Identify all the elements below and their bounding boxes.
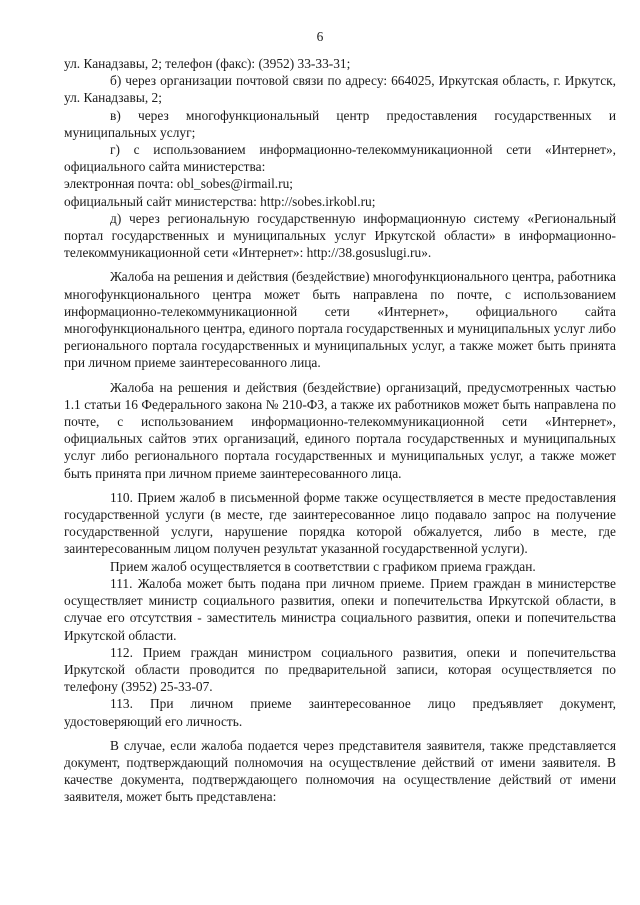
paragraph-schedule: Прием жалоб осуществляется в соответствии с графиком приема граждан. bbox=[110, 558, 536, 574]
paragraph-item-b-post: б) через организации почтовой связи по адресу: 664025, Иркутская область, г. Иркутск, ул. Канадзавы, 2; bbox=[64, 73, 616, 106]
page-number: 6 bbox=[316, 29, 324, 44]
paragraph-item-d-portal: д) через региональную государственную информационную систему «Региональный портал государственных и муниципальных услуг Иркутской области» в информационно-телекоммуникационной сети «Интернет»: http://38.gosuslugi.ru». bbox=[64, 210, 616, 261]
paragraph-item-v-mfc: в) через многофункциональный центр предоставления государственных и муниципальных услуг; bbox=[64, 107, 616, 140]
paragraph-complaint-mfc: Жалоба на решения и действия (бездействие) многофункционального центра, работника многофункционального центра может быть направлена по почте, с использованием информационно-телекоммуникационной сети «Интернет», официального сайта многофункционального центра, единого портала государственных и муниципальных услуг либо регионального портала государственных и муниципальных услуг, а также может быть принята при личном приеме заинтересованного лица. bbox=[64, 269, 616, 371]
paragraph-email: электронная почта: obl_sobes@irmail.ru; bbox=[64, 176, 294, 192]
document-body bbox=[64, 55, 616, 806]
paragraph-address-continuation: ул. Канадзавы, 2; телефон (факс): (3952) 33-33-31; bbox=[64, 56, 351, 71]
paragraph-111: 111. Жалоба может быть подана при личном приеме. Прием граждан в министерстве осуществляет министр социального развития, опеки и попечительства Иркутской области, в случае его отсутствия - заместитель министра социального развития, опеки и попечительства Иркутской области. bbox=[64, 575, 616, 643]
paragraph-112: 112. Прием граждан министром социального развития, опеки и попечительства Иркутской области проводится по предварительной записи, которая осуществляется по телефону (3952) 25-33-07. bbox=[64, 644, 616, 695]
paragraph-complaint-organizations: Жалоба на решения и действия (бездействие) организаций, предусмотренных частью 1.1 статьи 16 Федерального закона № 210-ФЗ, а также их работников может быть направлена по почте, с использованием информационно-телекоммуникационной сети «Интернет», официальных сайтов этих организаций, единого портала государственных и муниципальных услуг либо регионального портала государственных и муниципальных услуг, а также может быть принята при личном приеме заинтересованного лица. bbox=[64, 379, 616, 481]
paragraph-website: официальный сайт министерства: http://sobes.irkobl.ru; bbox=[64, 193, 376, 209]
paragraph-item-g-internet: г) с использованием информационно-телекоммуникационной сети «Интернет», официального сайта министерства: bbox=[64, 142, 616, 175]
paragraph-110: 110. Прием жалоб в письменной форме также осуществляется в месте предоставления государственной услуги (в месте, где заинтересованное лицо подавало запрос на получение государственной услуги, нарушение порядка которой обжалуется, либо в месте, где заинтересованным лицом получен результат указанной государственной услуги). bbox=[64, 489, 616, 557]
paragraph-113: 113. При личном приеме заинтересованное лицо предъявляет документ, удостоверяющий его личность. bbox=[64, 696, 616, 729]
paragraph-representative: В случае, если жалоба подается через представителя заявителя, также представляется документ, подтверждающий полномочия на осуществление действий от имени заявителя. В качестве документа, подтверждающего полномочия на осуществление действий от имени заявителя, может быть представлена: bbox=[64, 737, 616, 805]
